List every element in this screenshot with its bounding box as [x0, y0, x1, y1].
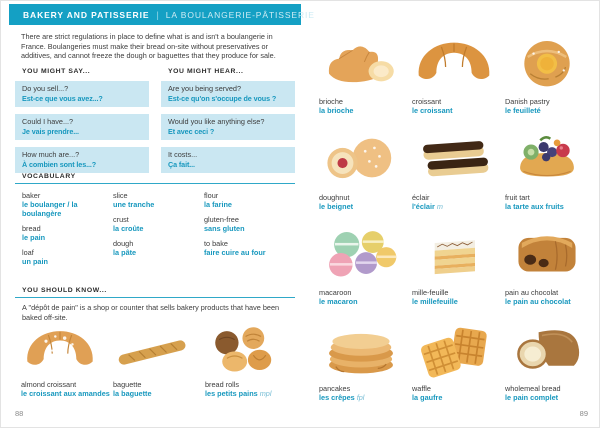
vocab-en: dough	[113, 239, 134, 249]
food-name-en: pancakes	[319, 383, 351, 393]
food-item-card	[412, 119, 504, 215]
food-name-en: waffle	[412, 383, 431, 393]
vocab-entry	[22, 224, 110, 242]
vocab-entry	[204, 215, 292, 233]
food-name-fr: le feuilleté	[505, 106, 541, 115]
vocab-column-2	[113, 191, 201, 272]
you-might-say-heading: YOU MIGHT SAY...	[22, 68, 91, 75]
baguette-photo	[113, 319, 202, 377]
food-name-fr: la gaufre	[412, 392, 443, 402]
vocab-entry	[22, 248, 110, 266]
food-name-fr: le croissant	[412, 106, 453, 115]
food-name-fr: le pain au chocolat	[505, 297, 571, 306]
vocab-fr: la pâte	[113, 248, 137, 258]
waffle-photo	[412, 310, 504, 381]
chapter-header-band	[9, 4, 315, 25]
page-number-right: 89	[579, 409, 588, 418]
food-item-card	[412, 23, 504, 119]
pain-au-chocolat-photo	[505, 214, 597, 285]
food-item-card	[319, 119, 411, 215]
phrase-fr: Est-ce que vous avez...?	[22, 94, 103, 103]
food-item-card	[412, 214, 504, 310]
phrase-en: Could I have...?	[22, 117, 74, 126]
food-name-fr: le millefeuille	[412, 297, 458, 306]
you-should-know-rule	[15, 297, 295, 298]
vocab-en: loaf	[22, 248, 34, 258]
vocab-en: crust	[113, 215, 129, 225]
phrase-fr: Ça fait...	[168, 160, 195, 169]
vocabulary-heading: VOCABULARY	[22, 173, 76, 180]
food-name-fr: les crêpes	[319, 392, 355, 402]
vocabulary-rule	[15, 183, 295, 184]
vocab-fr: la croûte	[113, 224, 144, 234]
brioche-photo	[319, 23, 411, 94]
food-item-card	[505, 23, 597, 119]
page-number-left: 88	[15, 409, 24, 418]
you-might-hear-heading: YOU MIGHT HEAR...	[168, 68, 244, 75]
food-name-fr: la tarte aux fruits	[505, 201, 564, 211]
food-item-card	[113, 319, 202, 398]
phrase-fr: À combien sont les...?	[22, 160, 97, 169]
vocab-entry	[204, 239, 292, 257]
bread-rolls-photo	[205, 319, 294, 377]
food-name-en: baguette	[113, 380, 142, 389]
food-name-fr: le croissant aux amandes	[21, 389, 110, 398]
food-item-card	[505, 214, 597, 310]
pancakes-photo	[319, 310, 411, 381]
phrase-box	[161, 81, 295, 107]
food-name-en: croissant	[412, 97, 442, 106]
gender-note: mpl	[259, 389, 272, 398]
vocabulary-columns	[15, 191, 295, 272]
food-name-fr: le beignet	[319, 201, 354, 211]
food-name-fr: la baguette	[113, 389, 152, 398]
you-might-hear-column	[161, 68, 295, 180]
vocab-fr: un pain	[22, 257, 48, 267]
vocab-fr: le pain	[22, 233, 46, 243]
vocab-fr: sans gluten	[204, 224, 245, 234]
food-item-card	[412, 310, 504, 406]
food-name-en: wholemeal bread	[505, 383, 561, 393]
food-item-card	[205, 319, 294, 398]
mille-feuille-photo	[412, 214, 504, 285]
food-name-en: fruit tart	[505, 192, 530, 202]
doughnut-photo	[319, 119, 411, 190]
food-name-fr: l'éclair	[412, 201, 435, 211]
phrase-en: It costs...	[168, 150, 198, 159]
fruit-tart-photo	[505, 119, 597, 190]
vocab-column-3	[204, 191, 292, 272]
vocab-fr: le boulanger / la boulangère	[22, 200, 78, 219]
chapter-title-en: BAKERY AND PATISSERIE	[23, 9, 150, 20]
phrase-fr: Et avec ceci ?	[168, 127, 215, 136]
food-name-en: éclair	[412, 192, 430, 202]
phrase-en: Are you being served?	[168, 84, 242, 93]
phrase-en: Would you like anything else?	[168, 117, 265, 126]
food-name-en: mille-feuille	[412, 288, 449, 297]
vocab-en: baker	[22, 191, 41, 200]
phrase-box	[15, 147, 149, 173]
almond-croissant-photo	[21, 319, 110, 377]
you-should-know-text: A "dépôt de pain" is a shop or counter that sells bakery products that have been baked off-site.	[22, 303, 280, 322]
food-item-card	[319, 310, 411, 406]
vocab-fr: une tranche	[113, 200, 155, 209]
phrase-fr: Est-ce qu'on s'occupe de vous ?	[168, 94, 277, 103]
food-item-card	[505, 119, 597, 215]
vocab-fr: faire cuire au four	[204, 248, 266, 258]
chapter-title-fr: LA BOULANGERIE-PÂTISSERIE	[165, 9, 315, 20]
vocab-column-1	[22, 191, 110, 272]
vocab-en: slice	[113, 191, 128, 200]
you-might-say-column	[15, 68, 149, 180]
macaroon-photo	[319, 214, 411, 285]
danish-pastry-photo	[505, 23, 597, 94]
vocab-entry	[22, 191, 110, 218]
phrase-box	[161, 114, 295, 140]
food-name-en: macaroon	[319, 288, 352, 297]
eclair-photo	[412, 119, 504, 190]
food-name-fr: le pain complet	[505, 392, 559, 402]
vocab-en: bread	[22, 224, 41, 234]
phrase-section	[15, 68, 295, 180]
intro-paragraph: There are strict regulations in place to define what is and isn't a boulangerie in France. Boulangeries must make their bread on-site without preservatives or additives, and cannot freeze the dough or baguettes that they produce for sale.	[21, 32, 276, 61]
food-item-card	[21, 319, 110, 398]
you-should-know-section	[15, 287, 295, 322]
food-name-en: pain au chocolat	[505, 288, 559, 297]
food-item-card	[505, 310, 597, 406]
food-name-en: doughnut	[319, 192, 350, 202]
phrase-box	[15, 114, 149, 140]
vocab-en: flour	[204, 191, 219, 200]
right-page-food-grid	[319, 23, 597, 405]
phrase-fr: Je vais prendre...	[22, 127, 79, 136]
food-name-en: bread rolls	[205, 380, 240, 389]
food-name-fr: le macaron	[319, 297, 358, 306]
food-item-card	[319, 214, 411, 310]
vocab-entry	[113, 239, 201, 257]
you-should-know-heading: YOU SHOULD KNOW...	[22, 287, 107, 294]
vocab-en: to bake	[204, 239, 228, 249]
food-name-en: brioche	[319, 97, 343, 106]
food-item-card	[319, 23, 411, 119]
left-page-food-row	[21, 319, 299, 398]
food-name-en: Danish pastry	[505, 97, 550, 106]
croissant-photo	[412, 23, 504, 94]
phrase-en: How much are...?	[22, 150, 80, 159]
vocabulary-section	[15, 173, 295, 272]
vocab-fr: la farine	[204, 200, 232, 209]
phrase-box	[161, 147, 295, 173]
food-name-fr: les petits pains	[205, 389, 258, 398]
vocab-entry	[204, 191, 292, 209]
phrase-box	[15, 81, 149, 107]
header-divider: |	[156, 9, 159, 20]
vocab-entry	[113, 191, 201, 209]
vocab-entry	[113, 215, 201, 233]
vocab-en: gluten-free	[204, 215, 239, 225]
phrase-en: Do you sell...?	[22, 84, 69, 93]
wholemeal-bread-photo	[505, 310, 597, 381]
food-name-fr: la brioche	[319, 106, 354, 115]
gender-note: fpl	[356, 392, 365, 402]
gender-note: m	[436, 201, 443, 211]
food-name-en: almond croissant	[21, 380, 77, 389]
